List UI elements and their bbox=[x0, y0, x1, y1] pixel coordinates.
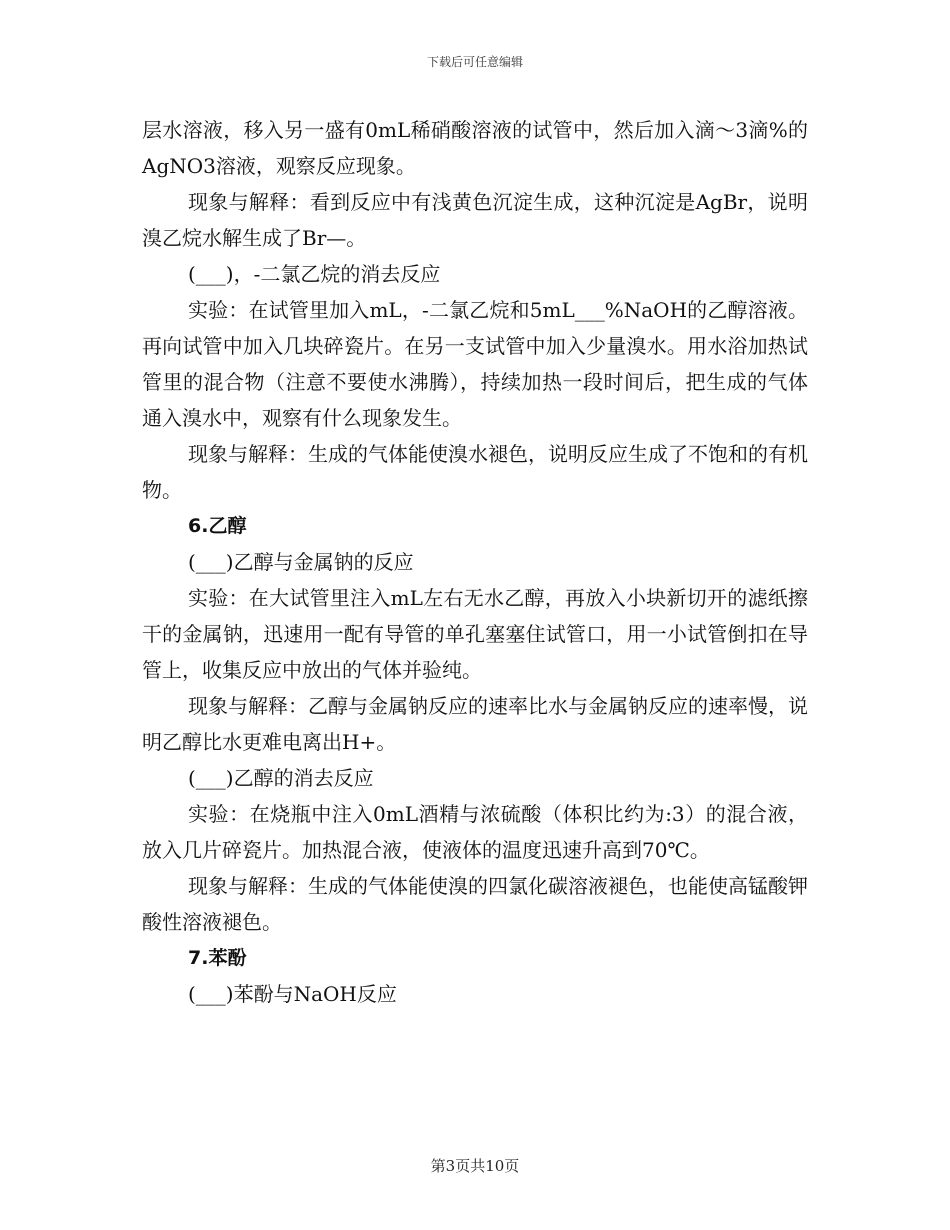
paragraph: 实验：在烧瓶中注入0mL酒精与浓硫酸（体积比约为:3）的混合液，放入几片碎瓷片。加热混合液，使液体的温度迅速升高到70℃。 bbox=[142, 802, 808, 862]
paragraph: 层水溶液，移入另一盛有0mL稀硝酸溶液的试管中，然后加入滴～3滴%的AgNO3溶液，观察反应现象。 bbox=[142, 118, 808, 178]
document-body bbox=[142, 112, 808, 1012]
section-heading: 6.乙醇 bbox=[188, 515, 247, 537]
page-footer: 第3页共10页 bbox=[430, 1157, 520, 1175]
page-header: 下载后可任意编辑 bbox=[426, 55, 523, 69]
paragraph: 现象与解释：生成的气体能使溴的四氯化碳溶液褪色，也能使高锰酸钾酸性溶液褪色。 bbox=[142, 874, 808, 934]
paragraph: 现象与解释：生成的气体能使溴水褪色，说明反应生成了不饱和的有机物。 bbox=[142, 442, 808, 502]
section-heading: 7.苯酚 bbox=[188, 947, 247, 969]
paragraph: 现象与解释：看到反应中有浅黄色沉淀生成，这种沉淀是AgBr，说明溴乙烷水解生成了Br—。 bbox=[142, 190, 808, 250]
paragraph: (___)乙醇与金属钠的反应 bbox=[188, 550, 414, 574]
paragraph: (___)，-二氯乙烷的消去反应 bbox=[188, 262, 441, 286]
paragraph: (___)苯酚与NaOH反应 bbox=[188, 982, 397, 1006]
paragraph: 实验：在试管里加入mL，-二氯乙烷和5mL___%NaOH的乙醇溶液。再向试管中加入几块碎瓷片。在另一支试管中加入少量溴水。用水浴加热试管里的混合物（注意不要使水沸腾），持续加热一段时间后，把生成的气体通入溴水中，观察有什么现象发生。 bbox=[142, 298, 808, 430]
paragraph: (___)乙醇的消去反应 bbox=[188, 766, 374, 790]
paragraph: 现象与解释：乙醇与金属钠反应的速率比水与金属钠反应的速率慢，说明乙醇比水更难电离出H+。 bbox=[142, 694, 808, 754]
paragraph: 实验：在大试管里注入mL左右无水乙醇，再放入小块新切开的滤纸擦干的金属钠，迅速用一配有导管的单孔塞塞住试管口，用一小试管倒扣在导管上，收集反应中放出的气体并验纯。 bbox=[142, 586, 808, 682]
